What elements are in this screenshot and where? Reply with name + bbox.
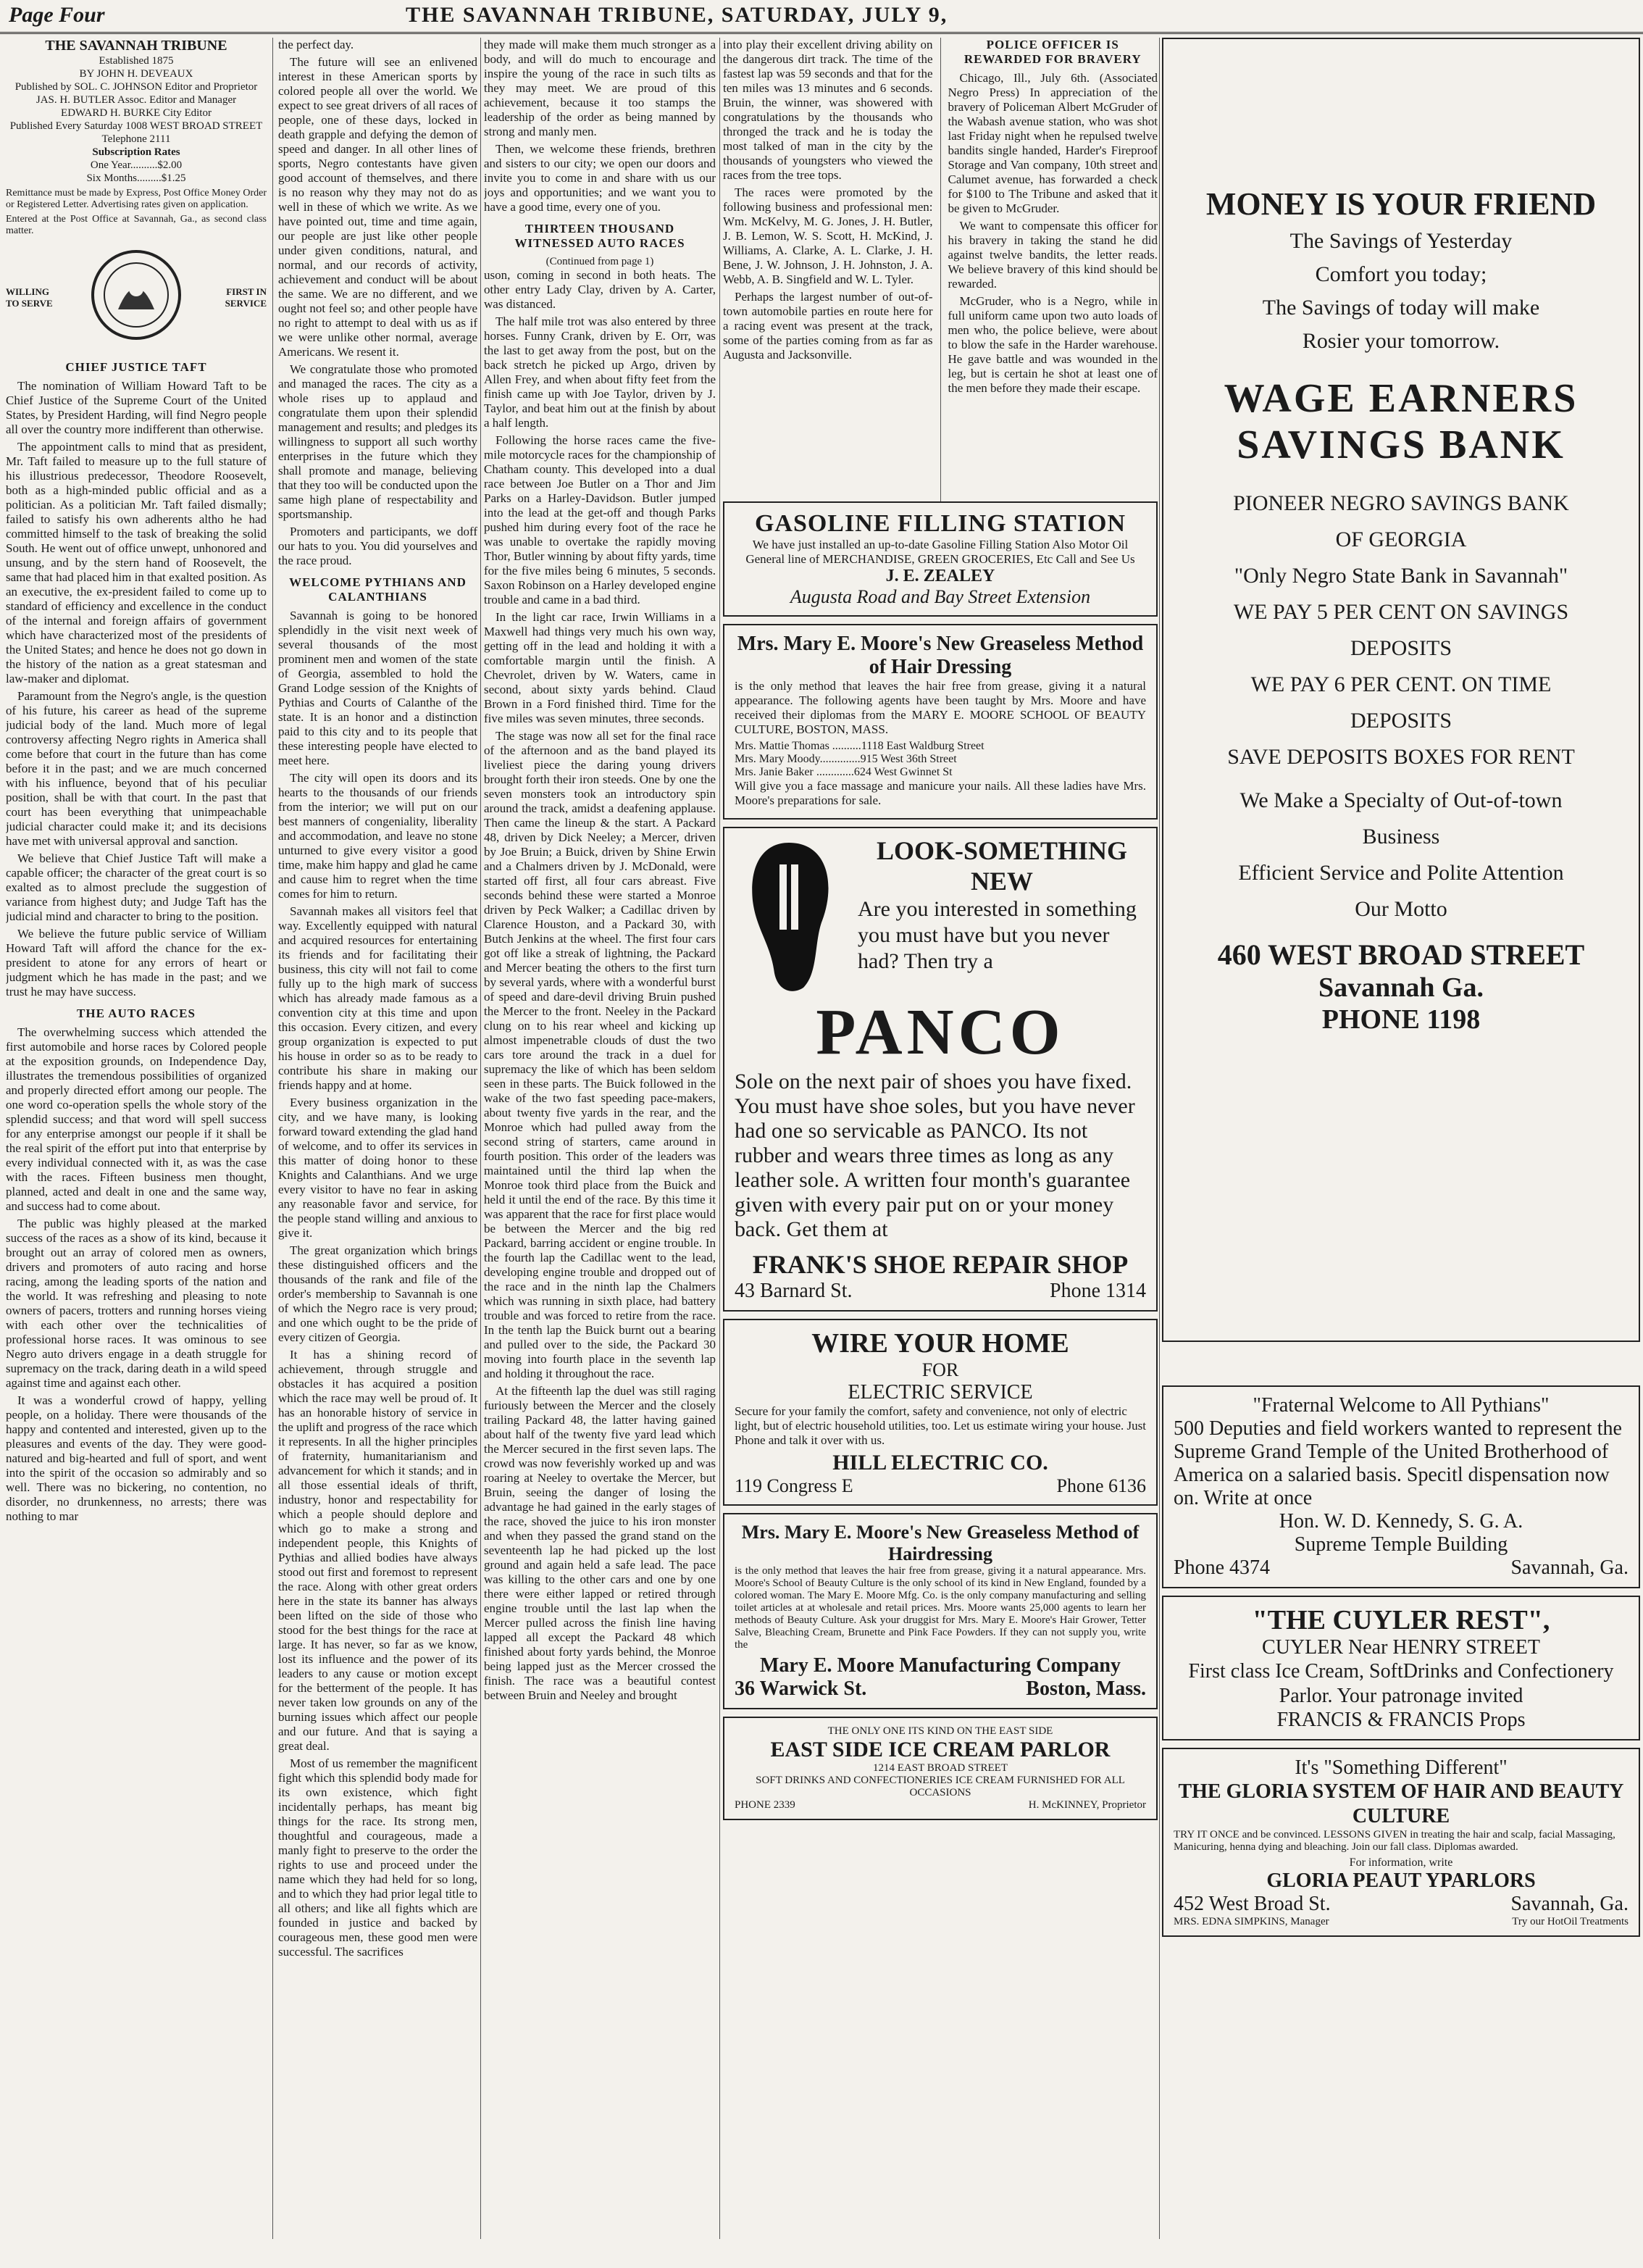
paragraph: In the light car race, Irwin Williams in a Maxwell had things very much his own way, getting off in the lead and holding it with a comfortable margin until the finish. A Chevrolet, driven by W. Waters, came in second, about sixty yards behind. Claud Brown in a Ford finished third. Time for the five miles was seven minutes, three seconds. [484, 610, 716, 725]
pythians-city: Savannah, Ga. [1510, 1556, 1629, 1579]
gloria-tagline: It's "Something Different" [1295, 1756, 1508, 1779]
paragraph: The public was highly pleased at the marked success of the races as a show of its kind, because it brought out an array of colored men as owners, drivers and promoters of auto racing and horse racing, among the leading sports of the nation and the world. It was refreshing and pleasing to note owners of pacers, trotters and running horses vieing with each other over the technicalities of professional horse races. It was ominous to see Negro auto drivers engage in a death struggle for supremacy on the track, daring death in a wild speed against time and against each other. [6, 1217, 267, 1390]
ad-gloria-system [1162, 1748, 1640, 1937]
established: Established 1875 [99, 55, 174, 67]
ad-body: SOFT DRINKS AND CONFECTIONERIES ICE CREAM FURNISHED FOR ALL OCCASIONS [756, 1775, 1125, 1798]
paragraph: Following the horse races came the five-mile motorcycle races for the championship of Chatham county. This developed into a dual race between Joe Butler on a Thor and Jim Parks on a Harley-Davidson. Butler jumped into the lead at the get-off and though Parks pushed him during every foot of the race he was unable to overtake the rapidly moving Thor, Butler winning by about fifty yards, time for the five miles being 6 minutes, 5 seconds. Saxon Robinson on a Harley developed engine trouble and came in a bad third. [484, 433, 716, 606]
paragraph: Perhaps the largest number of out-of-town automobile parties en route here for a racing event was present at the track, some of the parties coming from as far as Augusta and Jacksonville. [723, 290, 933, 362]
paragraph: Promoters and participants, we doff our hats to you. You did yourselves and the race proud. [278, 525, 477, 567]
ad-moore-hair [723, 624, 1158, 820]
bank-motto: Our Motto [1355, 897, 1447, 921]
bank-phone: PHONE 1198 [1321, 1004, 1481, 1035]
ad-wage-earners-bank [1162, 38, 1640, 1342]
page-number: Page Four [9, 3, 105, 27]
rates-title: Subscription Rates [92, 146, 180, 158]
paragraph: The appointment calls to mind that as president, Mr. Taft failed to measure up to the full stature of his illustrious predecessor, Theodore Roosevelt, both as a high-minded public official and as a politician. As a politician Mr. Taft failed dismally; failed to satisfy his own adherents altho he had committed himself to the task of breaking the solid South. He went out of office unwept, unhonored and unsung, and by the stern hand of Roosevelt, the same that had placed him in that exalted position. As an executive, the ex-president failed to come up to standard of efficiency and excellence in the conduct of the internal and foreign affairs of government which have characterized most of the presidents of the United States; and hence he does not go down in the history of the nation as a great statesman and law-maker and diplomat. [6, 440, 267, 685]
pythians-headline: "Fraternal Welcome to All Pythians" [1253, 1394, 1550, 1417]
paragraph: It has a shining record of achievement, through struggle and obstacles it has acquired a position which the race may well be proud of. It has an honorable history of service in the uplift and progress of the race which it represents. In all the higher principles of fraternity, humanitarianism and advancement for which it stands; and in all those essential ideals of thrift, industry, honor and respectability for which a people should deplore and which go to make a strong and independent people, this Knights of Pythias and allied bodies have always stood out first and foremost to represent the race. Along with other great orders here in the state its banner has always been lifted on the side of those who stood for the best things for the race at large. It has never, so far as we know, lost its influence and the power of its leaders to any cause or motion except for the betterment of the people. It has never taken low grounds on any of the burning issues which affect our people and our future. And that is saying a great deal. [278, 1348, 477, 1753]
column-4 [723, 38, 1158, 2239]
ad-contact [735, 1799, 1146, 1812]
column-5 [1162, 38, 1640, 2239]
bank-line: The Savings of today will make [1262, 296, 1540, 320]
bank-city: Savannah Ga. [1318, 972, 1484, 1003]
paragraph: into play their excellent driving ability on the dangerous dirt track. The time of the fastest lap was 59 seconds and that for the ten miles was 13 minutes and 6 seconds. Bruin, the winner, was showered with congratulations by the thousands who thronged the track and he is today the most talked of man in the city by the thousands of youngsters who viewed the races from the tree tops. [723, 38, 933, 182]
bank-only: "Only Negro State Bank in Savannah" [1234, 564, 1568, 588]
published-info: Published Every Saturday 1008 WEST BROAD STREET Telephone 2111 [9, 120, 263, 145]
ad-title: EAST SIDE ICE CREAM PARLOR [770, 1738, 1111, 1762]
paragraph: The future will see an enlivened interest in these American sports by colored people all over the world. We expect to see great drivers of all races of people, one of these days, locked in death grapple and defying the demon of speed and danger. In all other lines of sports, Negro contestants have given good account of themselves, and there is no reason why they may not do as well in these of which we write. As we have pointed out, time and time again, our people are just like other people under given conditions, natural, and normal, and our records of activity, achievement and conduct will be about the same. We are no different, and we ought not feel so; and other people have no right to attempt to deal with us as if we were unlike other normal, average Americans. We resent it. [278, 55, 477, 359]
ad-name: J. E. ZEALEY [885, 567, 995, 585]
ad-title: Mrs. Mary E. Moore's New Greaseless Method of Hair Dressing [737, 633, 1144, 678]
company-phone: Phone 6136 [1056, 1475, 1146, 1496]
bank-name-1: WAGE EARNERS [1224, 376, 1579, 421]
ad-body: is the only method that leaves the hair free from grease, giving it a natural appearance. Mrs. Moore's School of Beauty Culture is the only school of its kind in New England, founded by a colored woman. The Mary E. Moore Mfg. Co. is the only company manufacturing and selling toilet articles at at wholesale and retail prices. Mrs. Moore wants 25,000 agents to learn her methods of Beauty Culture. Ask your druggist for Mrs. Mary E. Moore's Hair Grower, Tetter Salve, Bleaching Cream, Brunette and Pink Face Powders. If they can not supply you, write the [735, 1565, 1146, 1651]
ad-gasoline-station [723, 501, 1158, 617]
ad-service: ELECTRIC SERVICE [848, 1381, 1033, 1404]
paper-title-line: THE SAVANNAH TRIBUNE, SATURDAY, JULY 9, [406, 3, 948, 27]
ad-body: Secure for your family the comfort, safety and convenience, not only of electric light, but of electric household utilities, too. Let us estimate wiring your house. Just Phone and talk it over with us. [735, 1404, 1146, 1447]
column-2 [278, 38, 477, 2239]
ad-top-line: THE ONLY ONE ITS KIND ON THE EAST SIDE [827, 1725, 1053, 1737]
company-contact [735, 1475, 1146, 1497]
gloria-info: For information, write [1349, 1856, 1453, 1869]
paragraph: We believe the future public service of William Howard Taft will afford the chance for the ex-president to atone for any errors of heart or judgment which he has made in the past; and we trust he may have success. [6, 927, 267, 998]
bank-of-georgia: OF GEORGIA [1335, 528, 1467, 551]
paragraph: Every business organization in the city, and we have many, is looking forward toward extending the glad hand of welcome, and to offer its services in this matter of doing honor to these Knights and Calanthians. And we urge every visitor to have no fear in asking any reasonable favor and service, for the people stand willing and anxious to give it. [278, 1096, 477, 1240]
ad-body: is the only method that leaves the hair free from grease, giving it a natural appearance. The following agents have been taught by Mrs. Moore and have received their diplomas from the MARY E. MOORE SCHOOL OF BEAUTY CULTURE, BOSTON, MASS. [735, 679, 1146, 736]
bank-boxes: SAVE DEPOSITS BOXES FOR RENT [1227, 745, 1575, 769]
bank-rate: WE PAY 5 PER CENT ON SAVINGS [1233, 600, 1569, 624]
ad-for: FOR [921, 1359, 959, 1380]
ad-hill-electric [723, 1319, 1158, 1506]
paragraph: We believe that Chief Justice Taft will make a capable officer; the character of the great court is so exalted as to almost preclude the suggestion of variance from highest duty; and Judge Taft has the judicial mind and character to bring to the position. [6, 851, 267, 923]
panco-text [858, 835, 1146, 995]
shop-contact [735, 1280, 1146, 1303]
seal-right-text: FIRST IN SERVICE [225, 286, 267, 309]
paragraph: The nomination of William Howard Taft to be Chief Justice of the Supreme Court of the United States, by President Harding, will find Negro people all over the country more indifferent than otherwise. [6, 379, 267, 436]
column-rule [719, 38, 720, 2239]
gloria-footer [1174, 1916, 1629, 1928]
ad-line: General line of MERCHANDISE, GREEN GROCERIES, Etc Call and See Us [745, 552, 1135, 566]
shop-address: 43 Barnard St. [735, 1280, 853, 1302]
paragraph: uson, coming in second in both heats. The other entry Lady Clay, driven by A. Carter, was distanced. [484, 268, 716, 311]
ad-proprietor: H. McKINNEY, Proprietor [1028, 1799, 1146, 1811]
cuyler-props: FRANCIS & FRANCIS Props [1276, 1709, 1526, 1731]
bank-line: Comfort you today; [1315, 262, 1487, 286]
gloria-body: TRY IT ONCE and be convinced. LESSONS GIVEN in treating the hair and scalp, facial Massaging, Manicuring, henna dying and bleaching. Join our fall class. Diplomas awarded. [1174, 1829, 1615, 1853]
company-city: Boston, Mass. [1026, 1677, 1146, 1700]
top-articles [723, 38, 1158, 501]
pythians-phone: Phone 4374 [1174, 1556, 1270, 1579]
paragraph: The half mile trot was also entered by three horses. Funny Crank, driven by E. Orr, was the last to get away from the post, but on the back stretch he picked up Argo, driven by Allen Frey, and when about fifty feet from the finish came up with Joe Taylor, driven by J. Taylor, and beat him out at the finish by about a half length. [484, 314, 716, 430]
headline-welcome-pythians: WELCOME PYTHIANS AND CALANTHIANS [289, 575, 467, 604]
pythians-contact [1174, 1556, 1629, 1580]
paragraph: Savannah makes all visitors feel that way. Excellently equipped with natural and acquired resources for entertaining its friends and for facilitating their business, this city will not fail to come fully up to the high mark of success which has already made famous as a convention city at this time and upon this occasion. Every citizen, and every group organization is expected to put his house in order so as to be ready to contribute his share in making our friends happy and at home. [278, 904, 477, 1092]
bank-headline: MONEY IS YOUR FRIEND [1205, 186, 1597, 222]
headline-auto-races: THE AUTO RACES [77, 1006, 196, 1020]
paragraph: We congratulate those who promoted and managed the races. The city as a whole rises up to applaud and congratulate them upon their splendid management and results; and pledges its willingness to support all such worthy enterprises in the future which they shall promote and manage, believing that they too will be conducted upon the same high plane of respectability and sportsmanship. [278, 362, 477, 521]
gloria-city: Savannah, Ga. [1510, 1893, 1629, 1915]
gloria-try: Try our HotOil Treatments [1512, 1916, 1629, 1927]
paragraph: they made will make them much stronger as a body, and will do much to encourage and inspire the young of the race in such tilts as they may meet. We are proud of this achievement, because it too stamps the leadership of the order as being manned by strong and manly men. [484, 38, 716, 138]
company-address: 119 Congress E [735, 1475, 853, 1496]
column-rule [272, 38, 273, 2239]
bank-rate: DEPOSITS [1350, 709, 1452, 733]
ad-moore-manufacturing [723, 1513, 1158, 1709]
paragraph: Paramount from the Negro's angle, is the question of his future, his career as head of the supreme judicial body of the land. Much more of legal controversy affecting Negro rights in America shall come before that court in the future than has come before it in the past; and we are much concerned with his influence, beyond that of his peculiar position, shall be with that court. In the past that court has been everything that unimpeachable judicial character could make it; and its decisions have met with universal approval and sanction. [6, 689, 267, 848]
ad-phone: PHONE 2339 [735, 1799, 795, 1811]
city-editor: EDWARD H. BURKE City Editor [61, 107, 212, 119]
bank-specialty: Business [1362, 825, 1440, 849]
gloria-title: THE GLORIA SYSTEM OF HAIR AND BEAUTY CULTURE [1178, 1780, 1624, 1827]
headline-thirteen-thousand: THIRTEEN THOUSAND WITNESSED AUTO RACES [514, 222, 685, 250]
remittance-note: Remittance must be made by Express, Post Office Money Order or Registered Letter. Advertising rates given on application. [6, 188, 267, 210]
ad-address: 1214 EAST BROAD STREET [873, 1762, 1008, 1774]
bank-efficient: Efficient Service and Polite Attention [1238, 861, 1564, 885]
rate-one-year: One Year..........$2.00 [90, 159, 183, 171]
panco-brand: PANCO [816, 996, 1065, 1068]
paragraph: The overwhelming success which attended the first automobile and horse races by Colored people at the exposition grounds, on Independence Day, illustrates the tremendous possibilities of organized and properly directed effort among our people. The one word co-operation spells the whole story of the splendid success; and that word will spell success for any enterprise amongst our people if it shall be the real spirit of the effort put into that enterprise by every individual connected with it, as was the case with the races. Fifteen business men thought, planned, acted and dealt in one and the same way, and success had to come about. [6, 1025, 267, 1213]
cuyler-body: First class Ice Cream, SoftDrinks and Confectionery Parlor. Your patronage invited [1188, 1660, 1614, 1707]
founder: BY JOHN H. DEVEAUX [79, 68, 193, 80]
ad-title: GASOLINE FILLING STATION [754, 510, 1126, 537]
headline-police: POLICE OFFICER IS REWARDED FOR BRAVERY [963, 38, 1142, 66]
column-rule [480, 38, 481, 2239]
panco-top [735, 835, 1146, 995]
agent-line: Mrs. Mattie Thomas ..........1118 East Waldburg Street [735, 740, 984, 752]
pythians-building: Supreme Temple Building [1294, 1533, 1508, 1556]
column-rule [940, 38, 941, 501]
paragraph: The races were promoted by the following business and professional men: Wm. McKelvy, M. G. Jones, J. H. Butler, J. B. Lemon, W. S. Scott, H. McKind, J. Williams, A. Clarke, A. L. Clarke, J. H. Bene, J. W. Johnson, J. H. Johnston, J. A. Webb, A. B. Singfield and W. L. Tyler. [723, 185, 933, 286]
cuyler-title: "THE CUYLER REST", [1252, 1605, 1550, 1635]
company-contact [735, 1677, 1146, 1701]
agent-line: Mrs. Janie Baker .............624 West Gwinnet St [735, 766, 953, 778]
paragraph: It was a wonderful crowd of happy, yelling people, on a holiday. There were thousands of the happy and contented and interested, given up to the pleasures and events of the day. They were good-natured and big-hearted and full of sport, and went into the spirit of the occasion so admirably and so well. There was no bickering, no contention, no disorder, no drunkenness, no arrests; there was nothing to mar [6, 1393, 267, 1523]
bank-pioneer: PIONEER NEGRO SAVINGS BANK [1233, 491, 1569, 515]
gloria-name: GLORIA PEAUT YPARLORS [1266, 1869, 1536, 1892]
bank-name-2: SAVINGS BANK [1237, 422, 1565, 467]
column-3 [484, 38, 716, 2239]
bank-line: The Savings of Yesterday [1289, 229, 1513, 253]
continued-note: (Continued from page 1) [545, 256, 654, 267]
column-rule [1159, 38, 1160, 2239]
ad-line: We have just installed an up-to-date Gasoline Filling Station Also Motor Oil [752, 538, 1129, 551]
paragraph: We want to compensate this officer for his bravery in taking the stand he did against twelve bandits, the letter reads. We believe bravery of this kind should be rewarded. [948, 219, 1158, 291]
paragraph: At the fifteenth lap the duel was still raging furiously between the Mercer and the closely trailing Packard 48, the latter having gained about half of the twenty five yard lead which the Mercer secured in the first seven laps. The crowd was now feverishly worked up and was roaring at Neeley to overtake the Mercer, but Bruin, seeing the danger of losing the advantage he had gained in the early stages of the race, shoved the juice to his iron monster and when they passed the grand stand on the seventeenth lap he had picked up the lost ground and again held a safe lead. The pace was killing to the other cars and one by one there were either lapped or retired through engine trouble until the last lap when the Mercer pulled across the finish line having lapped all except the Packard 48 which finished about forty yards behind, the Monroe being lapped just as the Mercer crossed the finish. The race was a beautiful contest between Bruin and Neeley and brought [484, 1384, 716, 1702]
paragraph: The great organization which brings these distinguished officers and the thousands of the rank and file of the order's membership to Savannah is one of which the Negro race is very proud; and one which ought to be the pride of every citizen of Georgia. [278, 1243, 477, 1344]
paragraph: McGruder, who is a Negro, while in full uniform came upon two auto loads of men who, the police believe, were about to blow the safe in the Harder warehouse. He gave battle and was wounded in the leg, but is certain he shot at least one of the men before they made their escape. [948, 294, 1158, 395]
paragraph: the perfect day. [278, 38, 354, 51]
publisher: Published by SOL. C. JOHNSON Editor and Proprietor [14, 81, 258, 93]
seal-left-text: WILLING TO SERVE [6, 286, 53, 309]
police-article [948, 38, 1158, 501]
ad-body: Sole on the next pair of shoes you have fixed. You must have shoe soles, but you have never had one so servicable as PANCO. Its not rubber and wears three times as long as any leather sole. A written four month's guarantee given with every pair put on or your money back. Get them at [735, 1070, 1135, 1241]
company-name: HILL ELECTRIC CO. [832, 1451, 1048, 1475]
ad-pythians [1162, 1385, 1640, 1588]
ad-title: LOOK-SOMETHING NEW [876, 836, 1128, 896]
masthead [0, 0, 1643, 34]
company-name: Mary E. Moore Manufacturing Company [760, 1654, 1121, 1677]
bank-rate: WE PAY 6 PER CENT. ON TIME [1250, 672, 1552, 696]
assoc-editor: JAS. H. BUTLER Assoc. Editor and Manager [35, 94, 237, 106]
association-seal [6, 244, 267, 353]
ad-panco [723, 827, 1158, 1312]
shop-name: FRANK'S SHOE REPAIR SHOP [752, 1250, 1129, 1279]
shop-phone: Phone 1314 [1050, 1280, 1146, 1302]
paragraph: The stage was now all set for the final race of the afternoon and as the band played its liveliest piece the daring young drivers brought forth their iron steeds. One by one the seven monsters took an introductory spin around the track, amidst a deafening applause. Then came the lineup & the start. A Packard 48, driven by Dick Neeley; a Mercer, driven by Joe Bruin; a Buick, driven by Shine Erwin and a Chalmers driven by J. McDonald, were started off first, all four cars abreast. Five seconds behind these were started a Monroe driven by Peck Walker; a Cadillac driven by Clarence Houston, and a Packard 30, with Butch Jenkins at the wheel. The first four cars got off like a streak of lightning, the Packard and Mercer beating the others to the first turn by several yards, where with a wonderful burst of speed and dare-devil driving Bruin pushed the Mercer to the front. Neeley in the Packard clung on to his rear wheel and kicking up almost impenetrable clouds of dust the two cars tore around the track in a duel for supremacy the like of which has been seldom seen in these parts. The Buick followed in the wake of the two fast speeding pace-makers, about twenty five yards in the rear, and the Monroe which had pulled away from the second string of starters, came around in fourth position. This order of the leaders was maintained until the third lap when the Monroe took third place from the Buick and held it until the end of the race. By this time it was apparent that the race for first place would be between the Mercer and the big red Packard, barring accident or engine trouble. In the fourth lap the Cadillac went to the lead, developing engine trouble and dropped out of the race and in the ninth lap the Chalmers which was running in sixth place, had battery trouble and was forced to retire from the race. In the tenth lap the Buick burnt out a bearing and pulled over to the side, the Packard 30 moving into fourth place in the seventh lap and holding it throughout the race. [484, 729, 716, 1380]
bank-line: Rosier your tomorrow. [1302, 329, 1500, 353]
ad-cuyler-rest [1162, 1596, 1640, 1740]
paragraph: The city will open its doors and its hearts to the thousands of our friends from the interior; we will put on our best manners of congeniality, liberality and accommodation, and leave no stone unturned to give every visitor a good time, make him happy and glad he came and cause him to regret when the time comes for him to return. [278, 771, 477, 901]
company-address: 36 Warwick St. [735, 1677, 867, 1700]
ad-east-side-ice-cream [723, 1717, 1158, 1820]
seal-icon [71, 244, 201, 353]
bank-rate: DEPOSITS [1350, 636, 1452, 660]
paragraph: Savannah is going to be honored splendidly in the visit next week of several thousands of the most prominent men and women of the state of Georgia, assembled to hold the Grand Lodge session of the Knights of Pythias and Courts of Calanthe of the state. It is an honor and a distinction paid to this city and to its people that these interesting people have elected to meet here. [278, 609, 477, 767]
pythians-name: Hon. W. D. Kennedy, S. G. A. [1279, 1510, 1523, 1533]
ad-title: WIRE YOUR HOME [811, 1328, 1069, 1359]
gloria-address: 452 West Broad St. [1174, 1893, 1331, 1915]
ad-question: Are you interested in something you must have but you never had? Then try a [858, 897, 1137, 973]
agent-line: Mrs. Mary Moody..............915 West 36th Street [735, 753, 957, 765]
column-1 [6, 38, 267, 2239]
tribune-title: THE SAVANNAH TRIBUNE [45, 38, 227, 54]
ad-address: Augusta Road and Bay Street Extension [790, 586, 1091, 607]
cuyler-near: CUYLER Near HENRY STREET [1262, 1636, 1540, 1659]
paragraph: Chicago, Ill., July 6th. (Associated Negro Press) In appreciation of the bravery of Policeman Albert McGruder of the Wabash avenue station, who was shot last Friday night when he repulsed twelve bandits single handed, Harder's Fireproof Storage and Van company, 10th street and Calumet avenue, has forwarded a check for $100 to The Tribune and asked that it be given to McGruder. [948, 71, 1158, 215]
paragraph: Most of us remember the magnificent fight which this splendid body made for its own existence, which fight incidentally perhaps, has meant big things for the race. Its strong men, thoughtful and courageous, made a manly fight to preserve to the order the rights to use and proceed under the name which they had held for so long, and to which they had prior legal title to all others; and like all fights which are founded in justice and backed by courageous men, these good men were successful. The sacrifices [278, 1756, 477, 1959]
paragraph: Then, we welcome these friends, brethren and sisters to our city; we open our doors and invite you to come in and share with us our joys and opportunities; and we want you to have a good time, every one of you. [484, 142, 716, 214]
entered-note: Entered at the Post Office at Savannah, Ga., as second class matter. [6, 214, 267, 236]
ad-body: Will give you a face massage and manicure your nails. All these ladies have Mrs. Moore's preparations for sale. [735, 779, 1146, 807]
gloria-manager: MRS. EDNA SIMPKINS, Manager [1174, 1916, 1329, 1927]
pythians-body: 500 Deputies and field workers wanted to represent the Supreme Grand Temple of the United Brotherhood of America on a salaried basis. Specitl dispensation now on. Write at once [1174, 1417, 1622, 1509]
bank-address: 460 WEST BROAD STREET [1217, 938, 1585, 971]
races-continued [723, 38, 933, 501]
ad-title: Mrs. Mary E. Moore's New Greaseless Method of Hairdressing [741, 1522, 1140, 1564]
bank-specialty: We Make a Specialty of Out-of-town [1239, 788, 1563, 812]
headline-chief-justice: CHIEF JUSTICE TAFT [65, 360, 207, 374]
gloria-contact [1174, 1893, 1629, 1916]
rate-six-months: Six Months.........$1.25 [86, 172, 186, 184]
shoe-sole-icon [735, 835, 843, 995]
